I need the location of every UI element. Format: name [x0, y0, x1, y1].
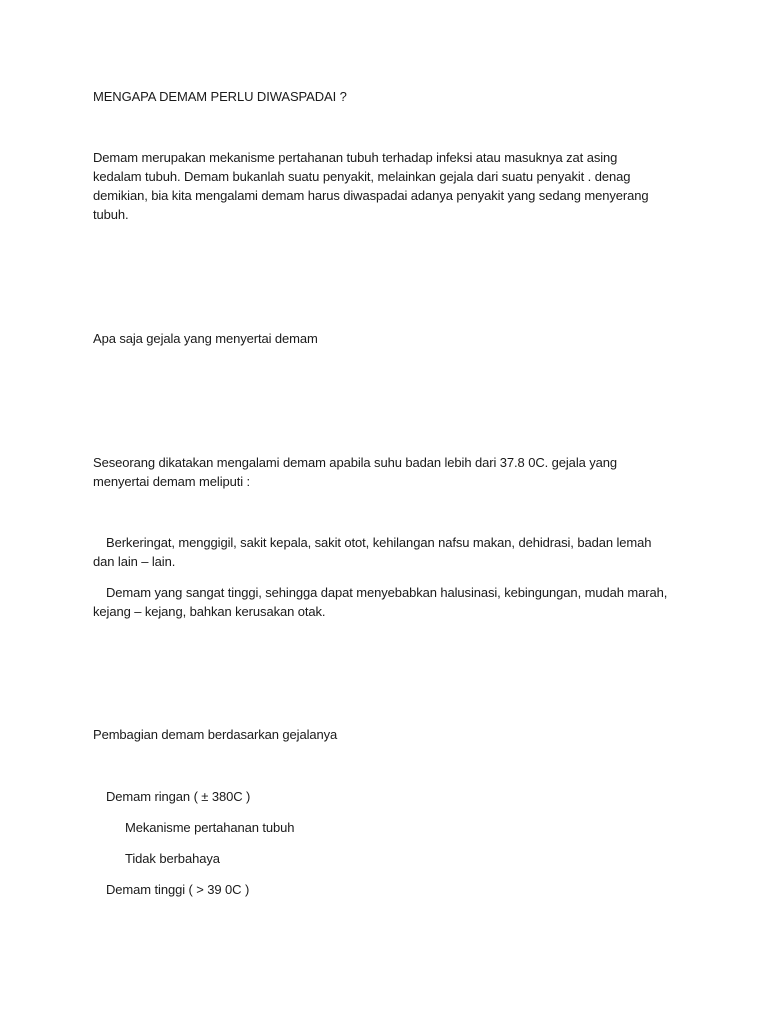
- intro-line: demikian, bia kita mengalami demam harus diwaspadai adanya penyakit yang sedang menyerang: [93, 188, 649, 203]
- document-title: MENGAPA DEMAM PERLU DIWASPADAI ?: [93, 89, 347, 104]
- symptoms-heading: Apa saja gejala yang menyertai demam: [93, 331, 318, 346]
- classification-heading: Pembagian demam berdasarkan gejalanya: [93, 727, 338, 742]
- symptoms-intro-line: menyertai demam meliputi :: [93, 474, 251, 489]
- symptoms-item-line: Demam yang sangat tinggi, sehingga dapat menyebabkan halusinasi, kebingungan, mudah marah,: [106, 585, 668, 600]
- intro-line: Demam merupakan mekanisme pertahanan tubuh terhadap infeksi atau masuknya zat asing: [93, 150, 618, 165]
- mild-fever-label: Demam ringan ( ± 380C ): [106, 789, 251, 804]
- intro-line: tubuh.: [93, 207, 129, 222]
- symptoms-item-line: kejang – kejang, bahkan kerusakan otak.: [93, 604, 326, 619]
- mild-fever-point: Tidak berbahaya: [125, 851, 220, 866]
- symptoms-intro-line: Seseorang dikatakan mengalami demam apabila suhu badan lebih dari 37.8 0C. gejala yang: [93, 455, 618, 470]
- mild-fever-point: Mekanisme pertahanan tubuh: [125, 820, 295, 835]
- high-fever-label: Demam tinggi ( > 39 0C ): [106, 882, 250, 897]
- intro-line: kedalam tubuh. Demam bukanlah suatu penyakit, melainkan gejala dari suatu penyakit . denag: [93, 169, 631, 184]
- symptoms-item-line: Berkeringat, menggigil, sakit kepala, sakit otot, kehilangan nafsu makan, dehidrasi, badan lemah: [106, 535, 652, 550]
- symptoms-item-line: dan lain – lain.: [93, 554, 176, 569]
